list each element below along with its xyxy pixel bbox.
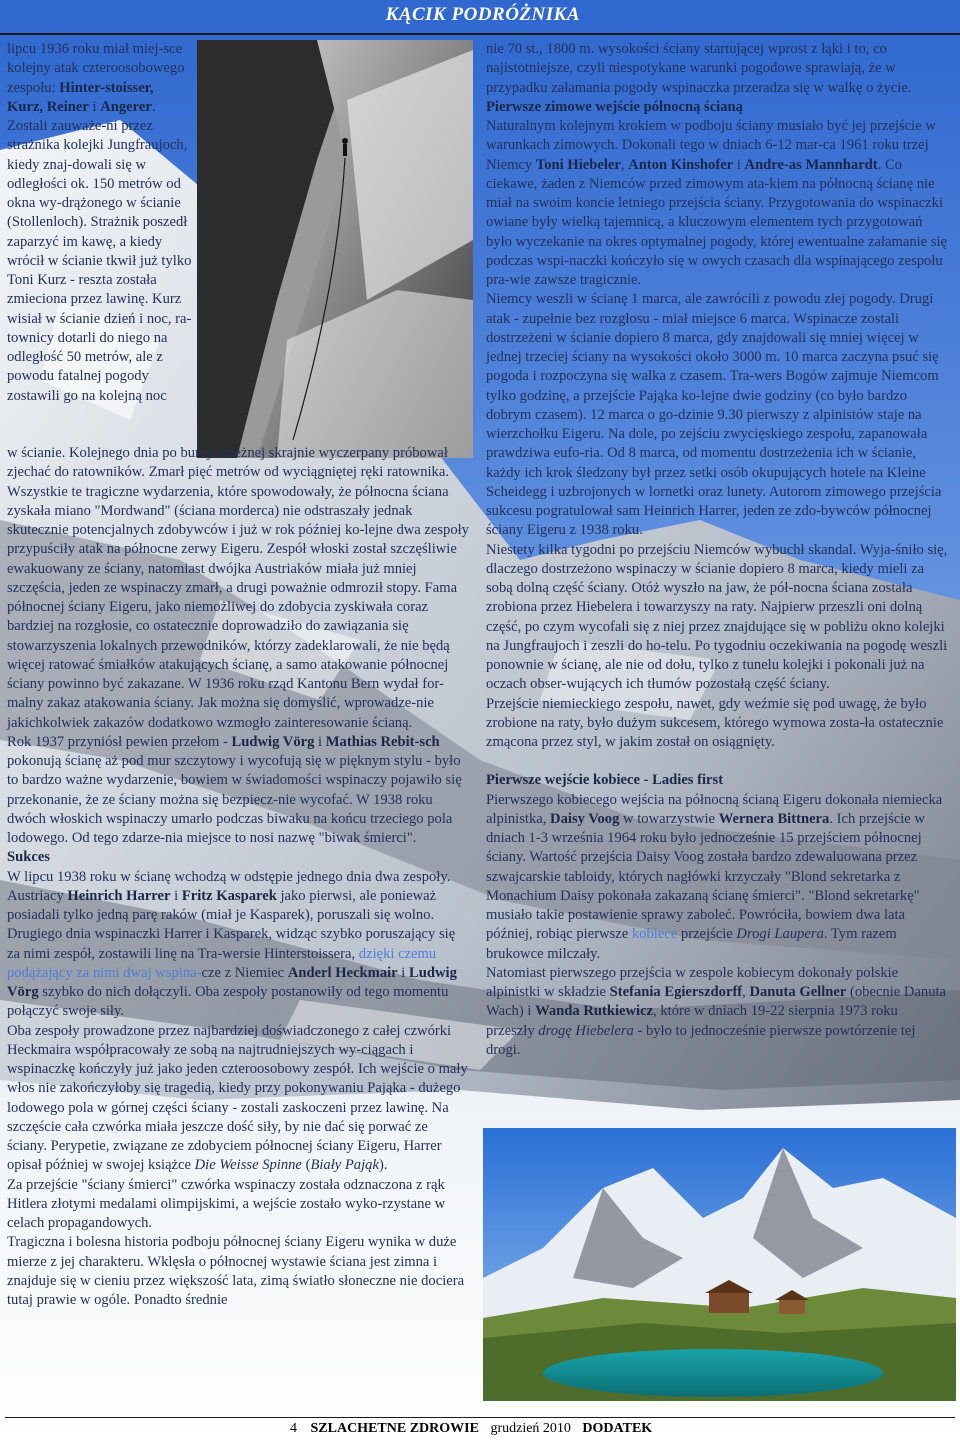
paragraph [486, 695, 950, 753]
section-heading: Sukces [7, 849, 50, 866]
paragraph [486, 964, 950, 1060]
magazine-name: SZLACHETNE ZDROWIE [310, 1421, 479, 1436]
text-run: Za przejście "ściany śmierci" czwórka wspinaczy została odznaczona z rąk Hitlera złotymi medalami olimpijskimi, a wejście zostało wyko-rzystane w celach propagandowych. [7, 1176, 446, 1231]
text-run: , [742, 984, 750, 1000]
paragraph [486, 290, 950, 540]
text-run: (obecnie Danuta Wach) i [486, 984, 947, 1020]
text-run: i [733, 156, 745, 173]
italic-title: Biały Pająk [310, 1157, 379, 1174]
text-run: nie 70 st., 1800 m. wysokości ściany startującej wprost z łąki i to, co najistotniejsze, czyli niespotykane warunki pogodowe sprawiają, że w przypadku załamania pogody wspinaczka przeradza się w walkę o życie. [486, 41, 912, 96]
text-run: ( [301, 1157, 311, 1174]
page-header [0, 0, 960, 32]
text-run: i [397, 964, 410, 981]
italic-title: Drogi Laupera [736, 926, 824, 943]
footer-divider [5, 1417, 955, 1418]
paragraph [486, 791, 950, 964]
text-run: , które w dniach 19-22 sierpnia 1973 roku przeszły [486, 1003, 898, 1039]
paragraph [486, 40, 950, 98]
text-run: Niestety kilka tygodni po przejściu Niemców wybuchł skandal. Wyja-śniło się, dlaczego dostrzeżono wspinaczy w ścianie dopiero 8 marca, kiedy mieli za sobą dolną część ściany. Otóż wyszło na jaw, że pół-nocna ściana została zrobiona przez Hiebelera i towarzyszy na raty. Najpierw przeszli oni dolną część, po czym wycofali się z niej przez znajdujące się w pobliżu okno kolejki na Jungfraujoch i zeszli do ho-telu. Po tygodniu oczekiwania na pogodę weszli ponownie w ścianę, ale nie od dołu, tylko z tunelu kolejki i pokonali już na oczach obser-wujących ich tłumów pozostałą część ściany. [486, 541, 948, 693]
text-run: Naturalnym kolejnym krokiem w podboju ściany musiało być jej przejście w warunkach zimowych. Dokonali tego w dniach 6-12 mar-ca 1961 roku trzej Niemcy [486, 118, 936, 173]
section-heading: Pierwsze zimowe wejście północną ścianą [486, 98, 743, 115]
bold-name: Andre-as Mannhardt [744, 156, 878, 173]
paragraph [7, 733, 469, 849]
section-title: KĄCIK PODRÓŻNIKA [385, 4, 580, 25]
paragraph [7, 444, 469, 483]
paragraph [7, 483, 469, 733]
bold-name: Anderl Heckmair [287, 964, 398, 981]
text-run: Rok 1937 przyniósł pewien przełom - [7, 733, 232, 750]
highlighted-text: kobiece [631, 926, 678, 943]
text-run: . Co ciekawe, żaden z Niemców przed zimowym ata-kiem na północną ścianę nie miał na swoim koncie letniego przejścia ściany. Przygotowania do wspinaczki owiane były wielką tajemnicą, a kluczowym elementem tych przygotowań było wyczekanie na okres optymalnej pogody, której ewentualne załamanie się podczas wspi-naczki kończyło się w owych czasach dla wspinającego zespołu pra-wie zawsze tragicznie. [486, 156, 948, 288]
highlighted-text: dzięki czemu podążający za nimi dwaj wspina- [7, 945, 437, 981]
italic-title: Die Weisse Spinne [194, 1157, 302, 1174]
text-run: - było to jednocześnie pierwsze powtórzenie tej drogi. [486, 1022, 916, 1058]
paragraph-list [7, 40, 193, 406]
text-run: w towarzystwie [619, 810, 719, 827]
text-run: , [620, 156, 629, 173]
bold-name: Angerer [100, 98, 152, 115]
page-footer [290, 1421, 652, 1437]
paragraph [486, 541, 950, 695]
paragraph [7, 1233, 469, 1310]
issue-date: grudzień 2010 [490, 1421, 571, 1436]
bold-name: Danuta Gellner [749, 984, 847, 1000]
bold-name: Fritz Kasparek [181, 887, 277, 904]
header-divider [0, 33, 960, 35]
text-run: i [170, 887, 182, 904]
paragraph-list [7, 444, 469, 1310]
text-run: Przejście niemieckiego zespołu, nawet, gdy weźmie się pod uwagę, że było zrobione na raty, było dużym sukcesem, którego wymowa zosta-ła ostatecznie zmącona przez styl, w jakim został on osiągnięty. [486, 695, 944, 750]
text-run: i [314, 733, 326, 750]
paragraph-list [486, 40, 950, 1060]
bold-name: Heinrich Harrer [67, 887, 171, 904]
bold-name: Stefania Egierszdorff [609, 984, 743, 1000]
bold-name: Hinter-stoisser, Kurz, Reiner [7, 79, 154, 115]
text-run: jako pierwsi, ale ponieważ posiadali tylko jedną parę raków (miał je Kasparek), poruszali się wolno. Drugiego dnia wspinaczki Harrer i Kasparek, widząc szybko poruszający się za nimi zespół, zostawili linę na Tra-wersie Hinterstoissera, [7, 887, 456, 962]
supplement-label: DODATEK [582, 1421, 653, 1436]
paragraph [7, 40, 193, 406]
italic-title: drogę Hiebelera [538, 1022, 634, 1039]
text-run: Oba zespoły prowadzone przez najbardziej doświadczonego z całej czwórki Heckmaira współpracowały ze sobą na najtrudniejszych wy-ciągach i wspinaczkę kończyły już jako jeden czteroosobowy zespół. Ich wejście o mały włos nie zakończyłoby się tragedią, kiedy przy pokonywaniu Pająka - dużego lodowego pola w górnej części ściany - zostali zaskoczeni przez lawinę. Na szczęście cała czwórka miała jeszcze dość siły, by nie dać się porwać ze ściany. Perypetie, związane ze zdobyciem północnej ściany Eigeru, Harrer opisał później w swojej książce [7, 1022, 468, 1174]
climber-photo [197, 40, 473, 458]
column-left-top [7, 40, 193, 406]
bold-name: Ludwig Vörg [231, 733, 315, 750]
bold-name: Wanda Rutkiewicz [535, 1003, 654, 1020]
column-left-main [7, 444, 469, 1310]
text-run: lipcu 1936 roku miał miej-sce kolejny atak czteroosobowego zespołu: [7, 41, 185, 96]
bold-name: Ludwig Vörg [7, 964, 457, 1000]
text-run: Tragiczna i bolesna historia podboju północnej ściany Eigeru wynika w duże mierze z jej charakteru. Wklęsła o północnej wystawie ściana jest zimna i znajduje się w cieniu przez większość lata, zimą światło słoneczne nie dociera tutaj prawie w ogóle. Ponadto średnie [7, 1234, 465, 1308]
page-number: 4 [290, 1421, 297, 1436]
text-run: szybko do nich dołączyli. Oba zespoły postanowiły od tego momentu połączyć swoje siły. [7, 984, 449, 1020]
text-run: Pierwszego kobiecego wejścia na północną ścianą Eigeru dokonała niemiecka alpinistka, [486, 791, 943, 827]
text-run: Niemcy weszli w ścianę 1 marca, ale zawrócili z powodu złej pogody. Drugi atak - zupełnie bez rozgłosu - miał miejsce 6 marca. Wspinacze zostali dostrzeżeni w ścianie dopiero 8 marca, gdy znajdowali się mniej więcej w jednej trzeciej ściany na wysokości około 3000 m. 10 marca zaczyna psuć się pogoda i rozpoczyna się walka z czasem. Tra-wers Bogów zajmuje Niemcom tylko godzinę, a przejście Pająka ko-lejne dwie godziny (co było bardzo dobrym czasem). 12 marca o go-dzinie 9.30 pierwszy z alpinistów staje na wierzchołku Eigeru. Na dole, po zejściu zwycięskiego zespołu, zapanowała prawdziwa eufo-ria. Od 8 marca, od momentu dostrzeżenia ich w ścianie, każdy ich krok śledzony był przez setki osób okupujących hotele na Kleine Scheidegg i uzbrojonych w lornetki oraz lunety. Autorom zimowego przejścia sukcesu pogratulował sam Heinrich Harrer, jeden ze zdo-bywców północnej ściany Eigeru z 1938 roku. [486, 291, 942, 539]
text-run: ). [378, 1157, 388, 1174]
alpine-landscape-photo [483, 1128, 956, 1401]
text-run: przejście [677, 926, 737, 943]
text-run: . Zostali zauważe-ni przez strażnika kolejki Jungfraujoch, kiedy znaj-dowali się w odległości ok. 150 metrów od okna wy-drążonego w ścianie (Stollenloch). Strażnik poszedł zaparzyć im kawę, a kiedy wrócił w ścianie tkwił już tylko Toni Kurz - reszta została zmieciona przez lawinę. Kurz wisiał w ścianie dzień i noc, ra-townicy dotarli do niego na odległość 50 metrów, ale z powodu fatalnej pogody zostawili go na kolejną noc [7, 98, 192, 404]
text-run: Wszystkie te tragiczne wydarzenia, które spowodowały, że północna ściana zyskała miano "Mordwand" (ściana morderca) nie odstraszały jednak skutecznie potencjalnych zdobywców i już w rok później ko-lejne dwa zespoły przypuściły atak na północne zerwy Eigeru. Zespół włoski został szczęśliwie ewakuowany ze ściany, natomiast dwójka Austriaków miała już mniej szczęścia, jeden ze wspinaczy zmarł, a drugi poważnie odmroził stopy. Fama północnej ściany Eigeru, jako niemożliwej do zdobycia zyskiwała coraz bardziej na rozgłosie, co ostatecznie doprowadziło do zawiązania się stowarzyszenia lokalnych przewodników, którzy zadeklarowali, że nie będą więcej ratować śmiałków atakujących ścianę, a samo atakowanie północnej ściany powinno być zakazane. W 1936 roku rząd Kantonu Bern wydał for-malny zakaz atakowania ściany. Jak można się domyślić, wprowadze-nie jakichkolwiek zakazów dodatkowo wzmogło zainteresowanie ścianą. [7, 483, 469, 731]
text-run: pokonują ścianę aż pod mur szczytowy i wycofują się w pięknym stylu - było to bardzo ważne wydarzenie, bowiem w świadomości wspinaczy pojawiło się przekonanie, że ze ściany można się bezpiecz-nie wycofać. W 1938 roku dwóch włoskich wspinaczy umarło podczas biwaku na końcu trzeciego pola lodowego. Od tego zdarze-nia miejsce to nosi nazwę "biwak śmierci". [7, 753, 462, 846]
text-run: Natomiast pierwszego przejścia w zespole kobiecym dokonały polskie alpinistki w składzie [486, 964, 899, 1000]
paragraph [7, 868, 469, 1022]
paragraph [486, 117, 950, 290]
text-run: w ścianie. Kolejnego dnia po burzy śnieżnej skrajnie wyczerpany próbował zjechać do ratowników. Zmarł pięć metrów od wyciągniętej ręki ratownika. [7, 445, 449, 481]
text-run: . Tym razem brukowce milczały. [486, 926, 897, 962]
text-run: cze z Niemiec [201, 964, 288, 981]
bold-name: Anton Kinshofer [628, 156, 734, 173]
paragraph [7, 1176, 469, 1234]
column-right [486, 40, 950, 1060]
bold-name: Daisy Voog [550, 810, 620, 827]
text-run: W lipcu 1938 roku w ścianę wchodzą w odstępie jednego dnia dwa zespoły. Austriacy [7, 868, 451, 904]
bold-name: Toni Hiebeler [535, 156, 621, 173]
section-heading: Pierwsze wejście kobiece - Ladies first [486, 772, 724, 789]
bold-name: Wernera Bittnera [718, 810, 830, 827]
paragraph [7, 1022, 469, 1176]
bold-name: Mathias Rebit-sch [325, 733, 440, 750]
text-run: . Ich przejście w dniach 1-3 września 1964 roku było jednocześnie 15 przejściem północnej ściany. Wartość przejścia Daisy Voog została bardzo zdewaluowana przez szwajcarskie tabloidy, których nagłówki krzyczały "Blond sekretarka z Monachium Daisy pokonała zakazaną ścianę śmierci". "Blond sekretarkę" musiało takie postawienie sprawy zaboleć. Powróciła, bowiem dwa lata później, robiąc pierwsze [486, 810, 925, 943]
text-run: i [88, 98, 101, 115]
